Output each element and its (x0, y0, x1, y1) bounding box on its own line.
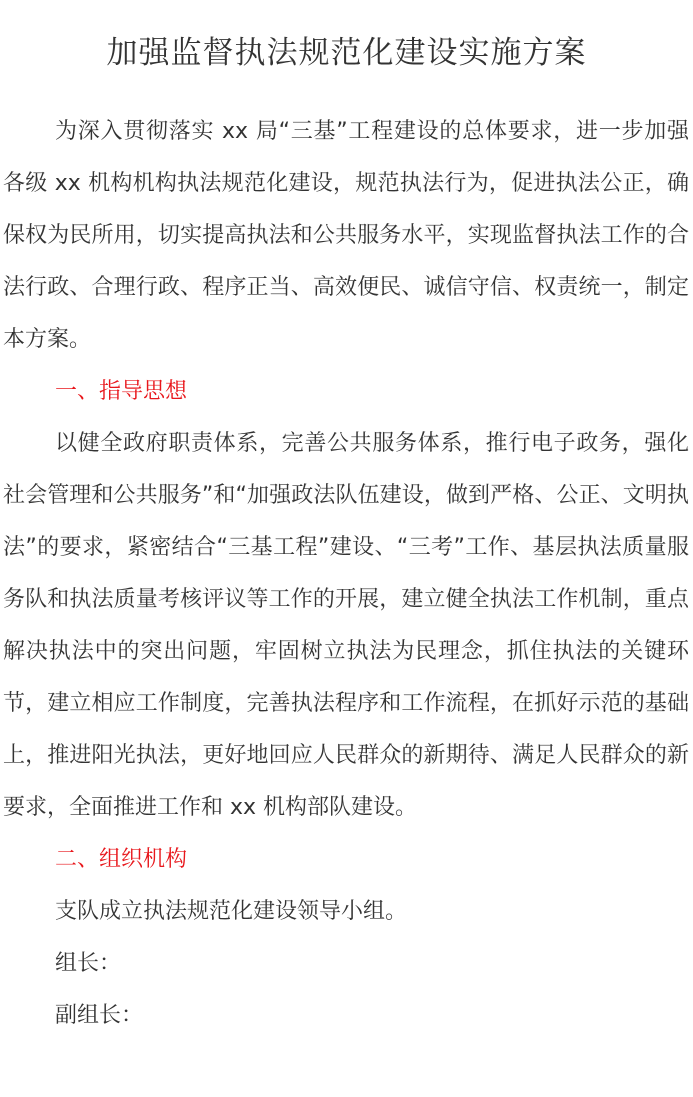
document-title: 加强监督执法规范化建设实施方案 (106, 35, 587, 71)
deputy-leader-line: 副组长： (55, 1003, 144, 1028)
organization-paragraph: 支队成立执法规范化建设领导小组。 (55, 899, 408, 924)
document-body (3, 106, 689, 1042)
guiding-ideology-paragraph: 以健全政府职责体系，完善公共服务体系，推行电子政务，强化社会管理和公共服务”和“加强政法队伍建设，做到严格、公正、文明执法”的要求，紧密结合“三基工程”建设、“三考”工作、基层执法质量服务队和执法质量考核评议等工作的开展，建立健全执法工作机制，重点解决执法中的突出问题，牢固树立执法为民理念，抓住执法的关键环节，建立相应工作制度，完善执法程序和工作流程，在抓好示范的基础上，推进阳光执法，更好地回应人民群众的新期待、满足人民群众的新要求，全面推进工作和 xx 机构部队建设。 (3, 431, 689, 820)
section-heading-guiding-ideology: 一、指导思想 (55, 379, 188, 404)
intro-paragraph: 为深入贯彻落实 xx 局“三基”工程建设的总体要求，进一步加强各级 xx 机构机构执法规范化建设，规范执法行为，促进执法公正，确保权为民所用，切实提高执法和公共服务水平，实现监督执法工作的合法行政、合理行政、程序正当、高效便民、诚信守信、权责统一，制定本方案。 (3, 119, 689, 352)
leader-line: 组长： (55, 951, 122, 976)
section-heading-organization: 二、组织机构 (55, 847, 188, 872)
